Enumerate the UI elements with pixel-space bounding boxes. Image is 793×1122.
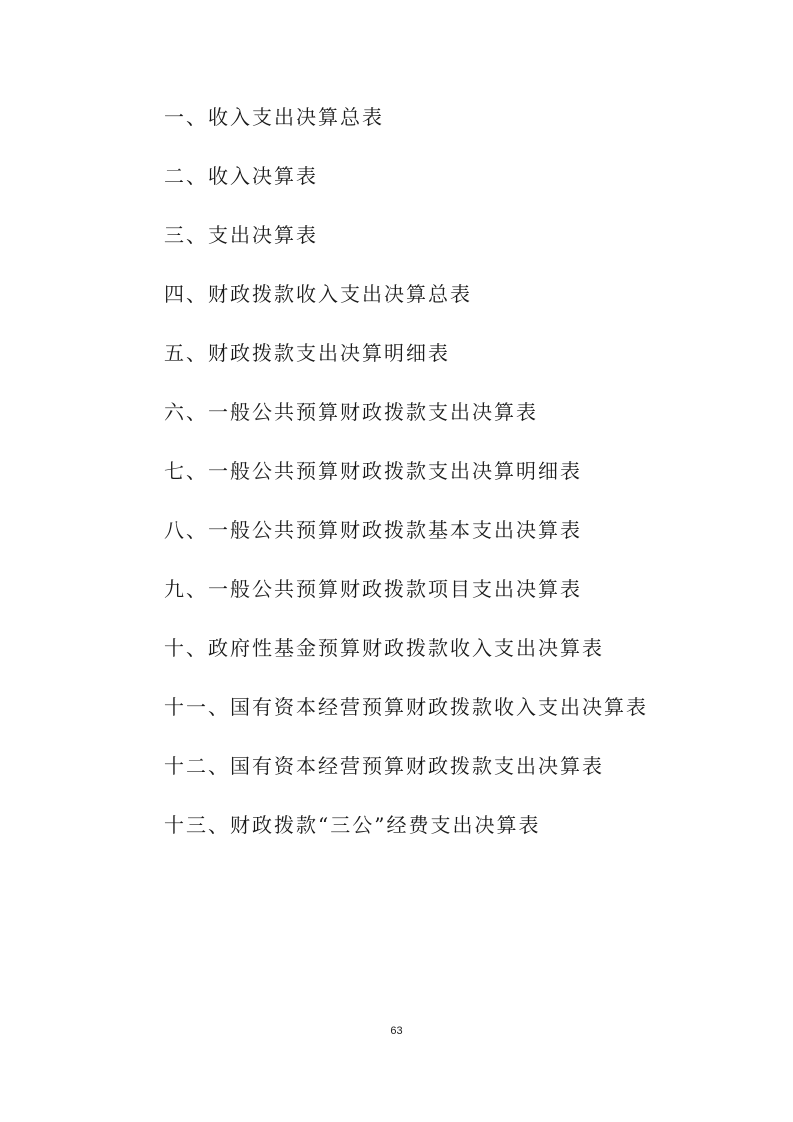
list-item: 十三、财政拨款“三公”经费支出决算表 xyxy=(164,813,541,837)
list-item: 五、财政拨款支出决算明细表 xyxy=(164,341,450,365)
list-item: 十二、国有资本经营预算财政拨款支出决算表 xyxy=(164,754,604,778)
list-item: 九、一般公共预算财政拨款项目支出决算表 xyxy=(164,577,582,601)
table-list xyxy=(164,100,648,867)
list-item: 十、政府性基金预算财政拨款收入支出决算表 xyxy=(164,636,604,660)
list-item: 七、一般公共预算财政拨款支出决算明细表 xyxy=(164,459,582,483)
list-item: 三、支出决算表 xyxy=(164,223,318,247)
list-item: 四、财政拨款收入支出决算总表 xyxy=(164,282,472,306)
list-item: 一、收入支出决算总表 xyxy=(164,105,384,129)
page-number: 63 xyxy=(390,1025,403,1037)
list-item: 六、一般公共预算财政拨款支出决算表 xyxy=(164,400,538,424)
list-item: 十一、国有资本经营预算财政拨款收入支出决算表 xyxy=(164,695,648,719)
list-item: 八、一般公共预算财政拨款基本支出决算表 xyxy=(164,518,582,542)
list-item: 二、收入决算表 xyxy=(164,164,318,188)
